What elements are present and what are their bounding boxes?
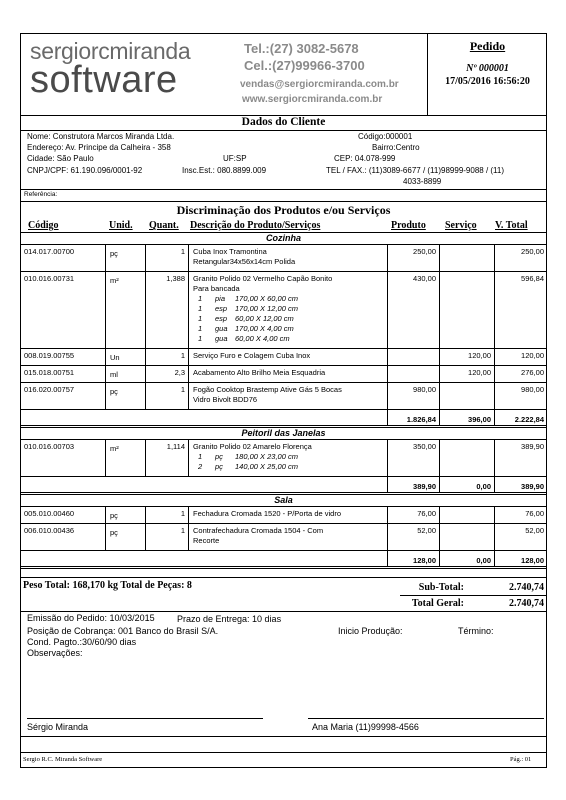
client-phones-line1: TEL / FAX.: (11)3089-6677 / (11)98999-9088 / (11) <box>326 166 505 175</box>
detail-qty: 1 <box>198 314 203 323</box>
item-product-value: 350,00 <box>413 442 436 451</box>
item-qty: 2,3 <box>174 368 185 377</box>
logo-text-top: sergiorcmiranda <box>30 38 191 64</box>
row-divider <box>20 244 547 245</box>
notes-label: Observações: <box>27 648 83 658</box>
column-divider <box>494 365 495 382</box>
item-description: Cuba Inox Tramontina <box>193 247 267 256</box>
detail-dimensions: 140,00 X 25,00 cm <box>235 462 298 471</box>
detail-qty: 2 <box>198 462 203 471</box>
total-value: 2.740,74 <box>509 598 544 609</box>
item-code: 010.016.00703 <box>24 442 75 451</box>
column-divider <box>439 439 440 476</box>
item-code: 006.010.00436 <box>24 526 75 535</box>
client-address: Endereço: Av. Principe da Calheira - 358 <box>27 143 171 152</box>
detail-dimensions: 170,00 X 60,00 cm <box>235 294 298 303</box>
column-divider <box>494 382 495 409</box>
column-divider <box>387 439 388 476</box>
order-number: Nº 000001 <box>466 63 509 74</box>
item-description: Granito Polido 02 Vermelho Capão Bonito <box>193 274 333 283</box>
section-subtotal-product: 1.826,84 <box>406 415 436 424</box>
item-qty: 1,388 <box>166 274 185 283</box>
detail-qty: 1 <box>198 294 203 303</box>
row-divider <box>20 439 547 440</box>
item-qty: 1 <box>180 385 185 394</box>
column-divider <box>145 382 146 409</box>
client-ie: Insc.Est.: 080.8899.009 <box>182 166 267 175</box>
item-description: Acabamento Alto Brilho Meia Esquadria <box>193 368 326 377</box>
item-unit: pç <box>110 249 118 258</box>
item-unit: pç <box>110 387 118 396</box>
row-divider <box>20 348 547 349</box>
column-divider <box>439 506 440 523</box>
divider <box>400 595 547 596</box>
production-start: Inicio Produção: <box>338 626 403 636</box>
item-code: 010.016.00731 <box>24 274 75 283</box>
detail-piece: gua <box>215 324 228 333</box>
item-description: Vidro Bivolt BDD76 <box>193 395 258 404</box>
item-product-value: 52,00 <box>417 526 436 535</box>
detail-qty: 1 <box>198 324 203 333</box>
section-subtotal-total: 128,00 <box>521 556 544 565</box>
client-city: Cidade: São Paulo <box>27 154 94 163</box>
total-label: Total Geral: <box>411 598 464 609</box>
item-total-value: 76,00 <box>525 509 544 518</box>
column-divider <box>188 365 189 382</box>
row-divider <box>20 365 547 366</box>
column-divider <box>494 244 495 271</box>
column-divider <box>105 271 106 348</box>
order-datetime: 17/05/2016 16:56:20 <box>445 76 530 87</box>
detail-qty: 1 <box>198 304 203 313</box>
end-date: Término: <box>458 626 494 636</box>
client-cnpj: CNPJ/CPF: 61.190.096/0001-92 <box>27 166 143 175</box>
column-divider <box>145 271 146 348</box>
row-divider <box>20 566 547 567</box>
section-title: Cozinha <box>266 233 301 243</box>
column-divider <box>145 506 146 523</box>
column-divider <box>439 348 440 365</box>
row-divider <box>20 476 547 477</box>
row-divider <box>20 523 547 524</box>
col-header-unit: Unid. <box>109 220 133 231</box>
section-subtotal-product: 389,90 <box>413 482 436 491</box>
divider <box>20 611 547 612</box>
detail-qty: 1 <box>198 452 203 461</box>
client-district: Bairro:Centro <box>372 143 420 152</box>
item-description: Granito Polido 02 Amarelo Florença <box>193 442 312 451</box>
column-divider <box>439 550 440 566</box>
column-divider <box>387 476 388 492</box>
column-divider <box>387 348 388 365</box>
item-total-value: 250,00 <box>521 247 544 256</box>
detail-piece: pç <box>215 462 223 471</box>
section-title: Sala <box>274 495 293 505</box>
detail-piece: pç <box>215 452 223 461</box>
row-divider <box>20 568 547 569</box>
column-divider <box>494 439 495 476</box>
column-divider <box>188 506 189 523</box>
item-total-value: 276,00 <box>521 368 544 377</box>
detail-dimensions: 60,00 X 12,00 cm <box>235 314 294 323</box>
detail-dimensions: 60,00 X 4,00 cm <box>235 334 290 343</box>
item-description: Para bancada <box>193 284 240 293</box>
divider <box>20 189 547 190</box>
divider <box>20 201 547 202</box>
item-unit: pç <box>110 528 118 537</box>
item-product-value: 76,00 <box>417 509 436 518</box>
detail-qty: 1 <box>198 334 203 343</box>
section-subtotal-service: 396,00 <box>468 415 491 424</box>
column-divider <box>439 523 440 550</box>
products-title: Discriminação dos Produtos e/ou Serviços <box>176 203 391 217</box>
column-divider <box>188 439 189 476</box>
divider <box>20 736 547 737</box>
column-divider <box>188 244 189 271</box>
row-divider <box>20 382 547 383</box>
column-divider <box>105 506 106 523</box>
item-qty: 1,114 <box>166 442 185 451</box>
row-divider <box>20 550 547 551</box>
item-unit: Un <box>110 353 120 362</box>
detail-piece: esp <box>215 304 228 313</box>
column-divider <box>387 523 388 550</box>
detail-dimensions: 170,00 X 4,00 cm <box>235 324 294 333</box>
section-subtotal-total: 2.222,84 <box>514 415 544 424</box>
client-phones-line2: 4033-8899 <box>403 177 442 186</box>
signature-line-right <box>308 718 544 719</box>
column-divider <box>494 271 495 348</box>
item-total-value: 52,00 <box>525 526 544 535</box>
row-divider <box>20 506 547 507</box>
column-divider <box>145 523 146 550</box>
row-divider <box>20 492 547 493</box>
item-code: 014.017.00700 <box>24 247 75 256</box>
item-product-value: 980,00 <box>413 385 436 394</box>
column-divider <box>494 550 495 566</box>
item-unit: ml <box>110 370 118 379</box>
section-subtotal-total: 389,90 <box>521 482 544 491</box>
item-total-value: 120,00 <box>521 351 544 360</box>
signature-left: Sérgio Miranda <box>27 722 89 732</box>
section-subtotal-product: 128,00 <box>413 556 436 565</box>
item-code: 005.010.00460 <box>24 509 75 518</box>
row-divider <box>20 271 547 272</box>
subtotal-label: Sub-Total: <box>418 582 464 593</box>
column-divider <box>439 365 440 382</box>
section-subtotal-service: 0,00 <box>476 556 491 565</box>
item-description: Fogão Cooktop Brastemp Ative Gás 5 Bocas <box>193 385 342 394</box>
item-service-value: 120,00 <box>468 351 491 360</box>
item-description: Contrafechadura Cromada 1504 - Com <box>193 526 324 535</box>
divider <box>20 752 547 753</box>
col-header-desc: Descrição do Produto/Serviços <box>190 220 321 231</box>
doc-title: Pedido <box>469 39 506 53</box>
item-code: 016.020.00757 <box>24 385 75 394</box>
col-header-total: V. Total <box>495 220 528 231</box>
column-divider <box>439 244 440 271</box>
client-section-title: Dados do Cliente <box>241 116 326 128</box>
footer-page: Pág.: 01 <box>510 756 532 763</box>
item-total-value: 980,00 <box>521 385 544 394</box>
column-divider <box>494 476 495 492</box>
item-product-value: 250,00 <box>413 247 436 256</box>
item-qty: 1 <box>180 351 185 360</box>
client-name: Nome: Construtora Marcos Miranda Ltda. <box>27 132 175 141</box>
column-divider <box>105 365 106 382</box>
column-divider <box>105 348 106 365</box>
item-product-value: 430,00 <box>413 274 436 283</box>
header-website[interactable]: www.sergiorcmiranda.com.br <box>242 94 383 105</box>
column-divider <box>188 271 189 348</box>
header-email[interactable]: vendas@sergiorcmiranda.com.br <box>240 79 399 90</box>
row-divider <box>20 409 547 410</box>
client-code: Código:000001 <box>358 132 413 141</box>
header-tel: Tel.:(27) 3082-5678 <box>244 41 359 56</box>
item-description: Serviço Furo e Colagem Cuba Inox <box>193 351 311 360</box>
column-divider <box>188 382 189 409</box>
detail-piece: gua <box>215 334 228 343</box>
item-description: Recorte <box>193 536 220 545</box>
footer-company: Sergio R.C. Miranda Software <box>23 756 103 763</box>
column-divider <box>387 271 388 348</box>
detail-piece: pia <box>215 294 226 303</box>
section-title: Peitoril das Janelas <box>241 428 326 438</box>
column-divider <box>145 348 146 365</box>
col-header-product: Produto <box>391 220 426 231</box>
column-divider <box>494 409 495 425</box>
payment-terms: Cond. Pagto.:30/60/90 dias <box>27 637 137 647</box>
section-subtotal-service: 0,00 <box>476 482 491 491</box>
item-unit: m² <box>110 276 119 285</box>
client-cep: CEP: 04.078-999 <box>334 154 396 163</box>
weight-pieces: Peso Total: 168,170 kg Total de Peças: 8 <box>23 580 192 591</box>
column-divider <box>145 365 146 382</box>
column-divider <box>105 244 106 271</box>
item-total-value: 389,90 <box>521 442 544 451</box>
divider <box>20 577 547 578</box>
column-divider <box>387 506 388 523</box>
client-uf: UF:SP <box>223 154 247 163</box>
column-divider <box>494 348 495 365</box>
item-description: Retangular34x56x14cm Polida <box>193 257 296 266</box>
column-divider <box>439 382 440 409</box>
item-qty: 1 <box>180 509 185 518</box>
reference-label: Referência: <box>24 191 58 198</box>
column-divider <box>188 348 189 365</box>
detail-dimensions: 180,00 X 23,00 cm <box>235 452 298 461</box>
column-divider <box>494 506 495 523</box>
logo-text-bottom: software <box>30 59 178 101</box>
column-divider <box>439 476 440 492</box>
column-divider <box>105 523 106 550</box>
payment-position: Posição de Cobrança: 001 Banco do Brasil S/A. <box>27 626 219 636</box>
signature-right: Ana Maria (11)99998-4566 <box>312 722 419 732</box>
item-code: 015.018.00751 <box>24 368 75 377</box>
item-total-value: 596,84 <box>521 274 544 283</box>
column-divider <box>105 439 106 476</box>
row-divider <box>20 425 547 426</box>
col-header-service: Serviço <box>445 220 477 231</box>
signature-line-left <box>27 718 263 719</box>
column-divider <box>105 382 106 409</box>
col-header-qty: Quant. <box>149 220 179 231</box>
item-code: 008.019.00755 <box>24 351 75 360</box>
item-service-value: 120,00 <box>468 368 491 377</box>
column-divider <box>387 365 388 382</box>
column-divider <box>387 409 388 425</box>
column-divider <box>145 439 146 476</box>
item-description: Fechadura Cromada 1520 - P/Porta de vidro <box>193 509 341 518</box>
column-divider <box>188 523 189 550</box>
header-cel: Cel.:(27)99966-3700 <box>244 58 365 73</box>
delivery-time: Prazo de Entrega: 10 dias <box>177 614 282 624</box>
divider <box>20 130 547 131</box>
subtotal-value: 2.740,74 <box>509 582 544 593</box>
detail-piece: esp <box>215 314 228 323</box>
item-unit: m² <box>110 444 119 453</box>
emission-date: Emissão do Pedido: 10/03/2015 <box>27 613 155 623</box>
column-divider <box>387 550 388 566</box>
detail-dimensions: 170,00 X 12,00 cm <box>235 304 298 313</box>
column-divider <box>439 409 440 425</box>
column-divider <box>439 271 440 348</box>
column-divider <box>387 382 388 409</box>
item-qty: 1 <box>180 526 185 535</box>
item-qty: 1 <box>180 247 185 256</box>
item-unit: pç <box>110 511 118 520</box>
column-divider <box>494 523 495 550</box>
column-divider <box>145 244 146 271</box>
col-header-code: Código <box>28 220 59 231</box>
column-divider <box>387 244 388 271</box>
